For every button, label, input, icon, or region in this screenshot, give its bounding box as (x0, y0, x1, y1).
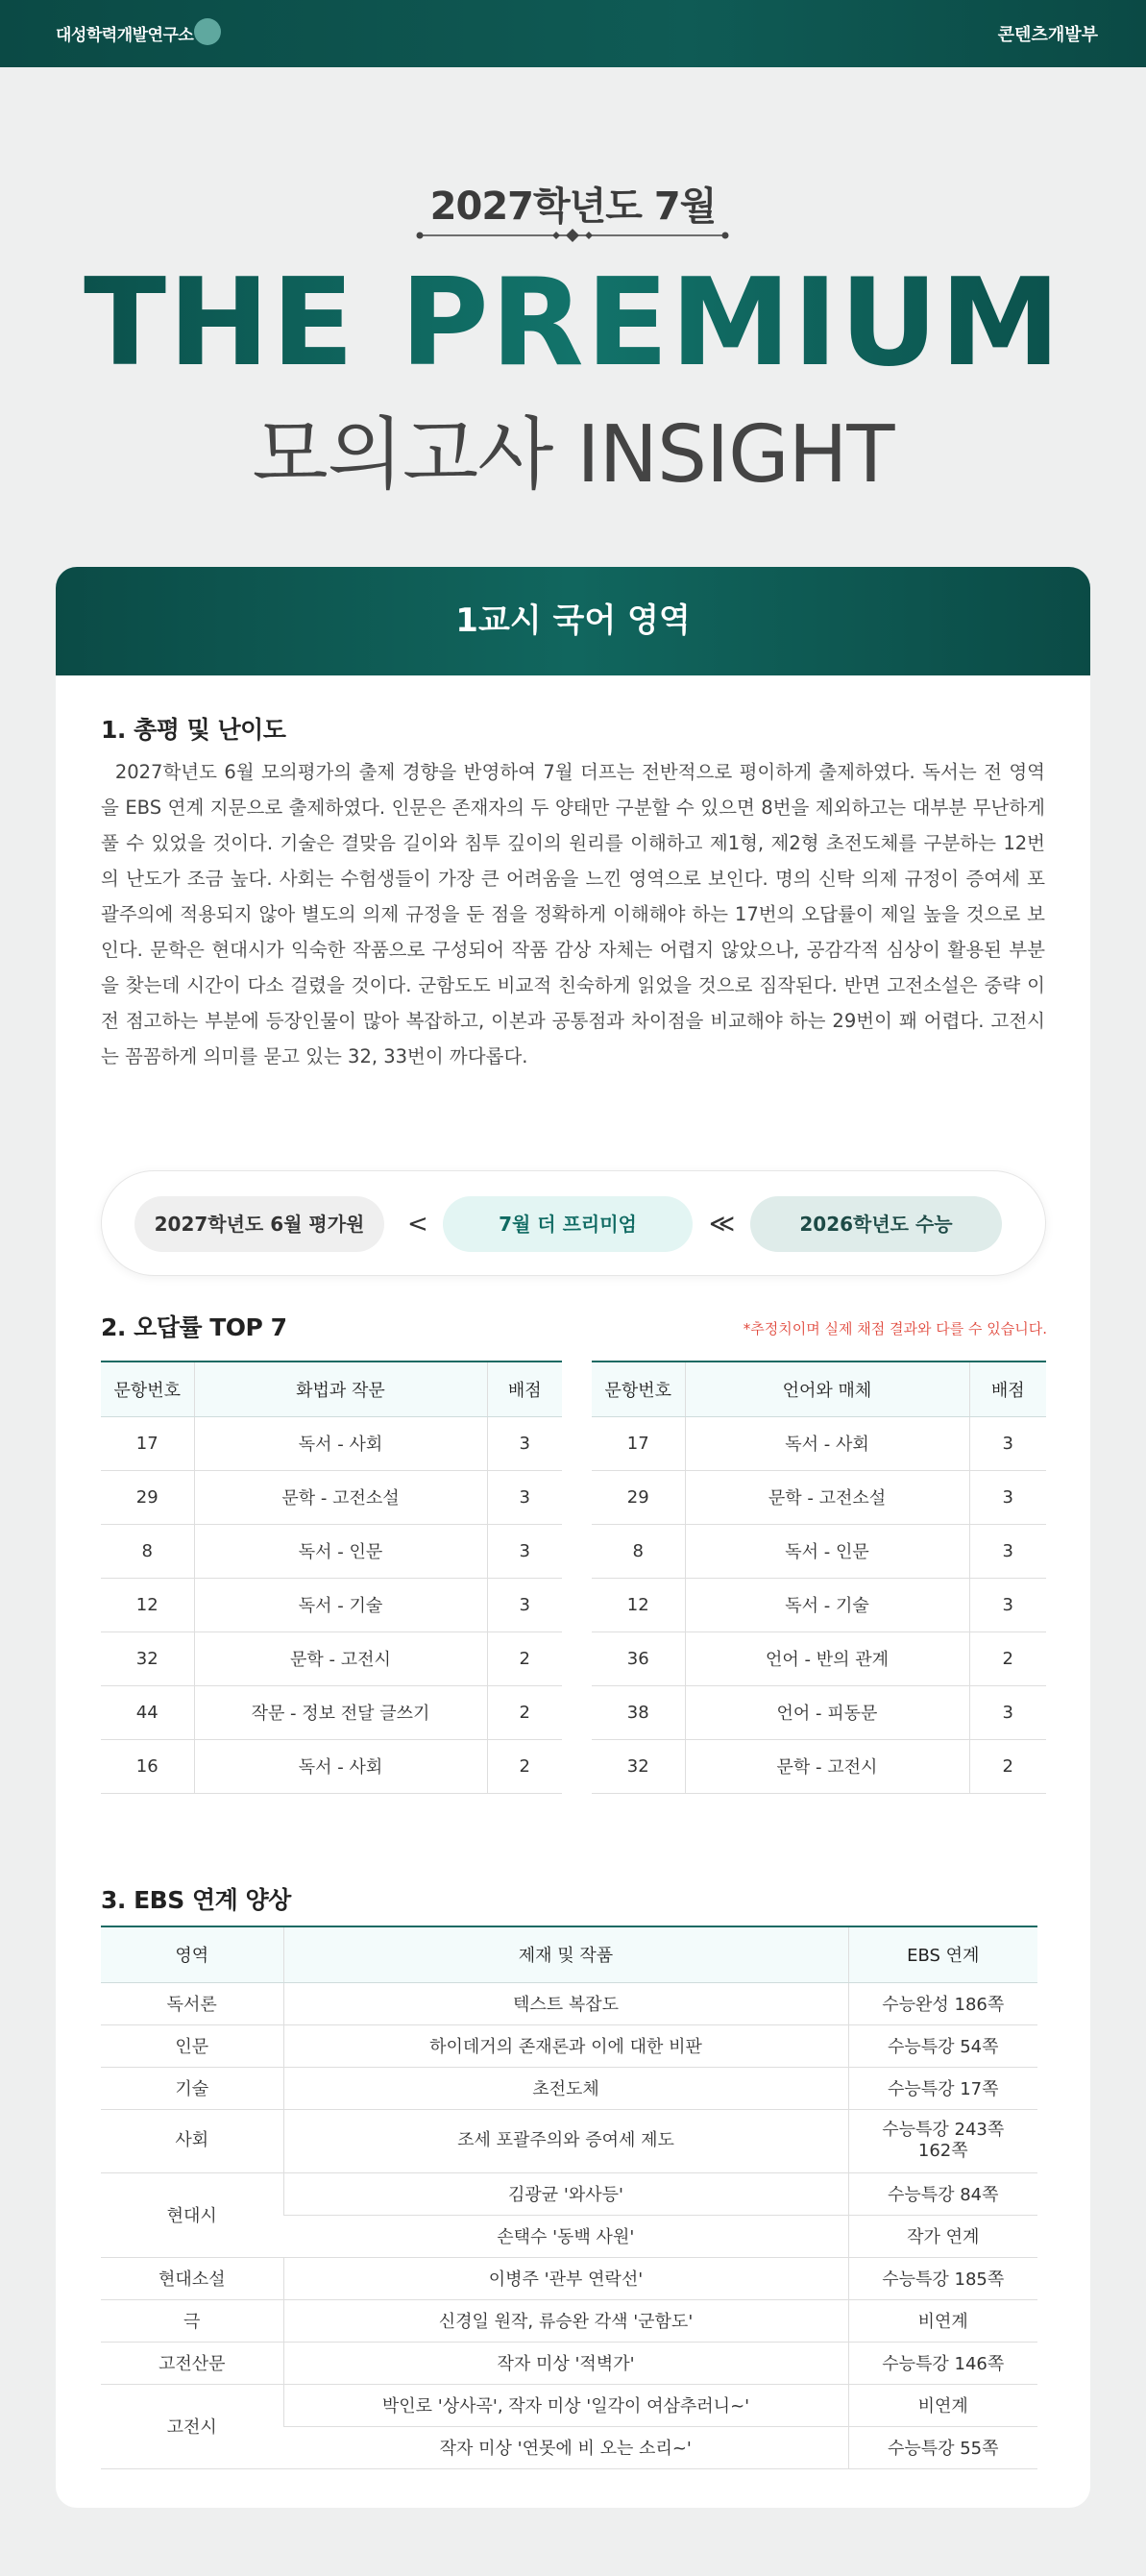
work-cell: 신경일 원작, 류승완 각색 '군함도' (283, 2299, 848, 2342)
summary-text: 2027학년도 6월 모의평가의 출제 경향을 반영하여 7월 더프는 전반적으로 평이하게 출제하였다. 독서는 전 영역을 EBS 연계 지문으로 출제하였다. 인문은 존재자의 두 양태만 구분할 수 있으면 8번을 제외하고는 대부분 무난하게 풀 수 있었을 것이다. 기술은 결맞음 길이와 침투 깊이의 원리를 이해하고 제1형, 제2형 초전도체를 구분하는 12번의 난도가 조금 높다. 사회는 수험생들이 가장 큰 어려움을 느낀 영역으로 보인다. 명의 신탁 의제 규정이 증여세 포괄주의에 적용되지 않아 별도의 의제 규정을 둔 점을 정확하게 이해해야 하는 17번의 오답률이 제일 높을 것으로 보인다. 문학은 현대시가 익숙한 작품으로 구성되어 작품 감상 자체는 어렵지 않았으나, 공감각적 심상이 활용된 부분을 찾는데 시간이 다소 걸렸을 것이다. 군함도도 비교적 친숙하게 읽었을 것으로 짐작된다. 반면 고전소설은 중략 이전 점고하는 부분에 등장인물이 많아 복잡하고, 이본과 공통점과 차이점을 비교해야 하는 29번이 꽤 어렵다. 고전시는 꼼꼼하게 의미를 묻고 있는 32, 33번이 까다롭다. (101, 761, 1045, 1067)
table-row (592, 1739, 1046, 1793)
table-row (101, 1524, 562, 1578)
work-cell: 초전도체 (283, 2067, 848, 2109)
table-cell: 문학 - 고전소설 (194, 1470, 487, 1524)
table-cell: 8 (101, 1524, 194, 1578)
area-cell: 현대소설 (101, 2257, 283, 2299)
ebs-cell: 비연계 (848, 2299, 1037, 2342)
table-cell: 독서 - 기술 (194, 1578, 487, 1631)
table-row (101, 2257, 1037, 2299)
table-row (101, 1739, 562, 1793)
table-cell: 3 (969, 1578, 1046, 1631)
work-cell: 김광균 '와사등' (283, 2172, 848, 2215)
table-cell: 17 (592, 1416, 685, 1470)
table-cell: 3 (487, 1524, 562, 1578)
hero-year: 2027학년도 7월 (429, 184, 717, 229)
area-cell: 인문 (101, 2024, 283, 2067)
table-header: 문항번호 (101, 1362, 194, 1416)
comparison-arrow-2: ≪ (709, 1210, 736, 1239)
work-cell: 이병주 '관부 연락선' (283, 2257, 848, 2299)
table-cell: 독서 - 사회 (194, 1739, 487, 1793)
section-header: 1교시 국어 영역 (56, 567, 1090, 675)
work-cell: 작자 미상 '연못에 비 오는 소리~' (283, 2426, 848, 2468)
section-1-title: 1. 총평 및 난이도 (101, 716, 286, 744)
table-cell: 독서 - 기술 (685, 1578, 969, 1631)
table-row (592, 1470, 1046, 1524)
area-cell: 현대시 (101, 2172, 283, 2257)
ebs-cell: 비연계 (848, 2384, 1037, 2426)
brand-dot-icon (194, 18, 221, 45)
ebs-line: 수능특강 243쪽 (882, 2120, 1005, 2140)
summary-paragraph (101, 754, 1045, 1074)
work-cell: 작자 미상 '적벽가' (283, 2342, 848, 2384)
table-header: 언어와 매체 (685, 1362, 969, 1416)
table-row (592, 1685, 1046, 1739)
table-cell: 3 (487, 1470, 562, 1524)
table-cell: 문학 - 고전시 (685, 1739, 969, 1793)
table-row (101, 1631, 562, 1685)
table-cell: 32 (101, 1631, 194, 1685)
table-cell: 32 (592, 1739, 685, 1793)
section-2-title: 2. 오답률 TOP 7 (101, 1313, 287, 1341)
table-row (101, 2067, 1037, 2109)
ebs-line: 162쪽 (917, 2141, 968, 2161)
table-header: 배점 (969, 1362, 1046, 1416)
table-row (101, 2299, 1037, 2342)
table-cell: 문학 - 고전소설 (685, 1470, 969, 1524)
ebs-cell: 수능특강 54쪽 (848, 2024, 1037, 2067)
table-cell: 3 (969, 1416, 1046, 1470)
ebs-cell: 작가 연계 (848, 2215, 1037, 2257)
top-bar (0, 0, 1146, 67)
table-row (101, 1685, 562, 1739)
comparison-left-pill: 2027학년도 6월 평가원 (134, 1196, 384, 1252)
table-cell: 독서 - 사회 (194, 1416, 487, 1470)
table-cell: 3 (487, 1578, 562, 1631)
table-cell: 3 (969, 1685, 1046, 1739)
area-cell: 사회 (101, 2109, 283, 2172)
hero-title: THE PREMIUM (0, 252, 1146, 393)
comparison-center-pill: 7월 더 프리미엄 (443, 1196, 693, 1252)
table-header: 배점 (487, 1362, 562, 1416)
table-row (592, 1631, 1046, 1685)
table-cell: 12 (101, 1578, 194, 1631)
table-row (592, 1416, 1046, 1470)
brand-name: 대성학력개발연구소 (56, 26, 194, 45)
area-cell: 독서론 (101, 1982, 283, 2024)
ebs-link-table (101, 1926, 1037, 2469)
table-cell: 29 (592, 1470, 685, 1524)
table-header: 제재 및 작품 (283, 1926, 848, 1982)
difficulty-comparison (101, 1170, 1046, 1276)
estimate-note: *추정치이며 실제 채점 결과와 다를 수 있습니다. (743, 1320, 1047, 1337)
table-row (101, 2384, 1037, 2426)
ebs-cell: 수능특강 55쪽 (848, 2426, 1037, 2468)
table-cell: 16 (101, 1739, 194, 1793)
ebs-cell (848, 2109, 1037, 2172)
work-cell: 박인로 '상사곡', 작자 미상 '일각이 여삼추러니~' (283, 2384, 848, 2426)
comparison-arrow-1: < (407, 1210, 428, 1239)
table-cell: 2 (969, 1739, 1046, 1793)
table-cell: 8 (592, 1524, 685, 1578)
wrong-rate-table-speech-writing (101, 1361, 562, 1794)
comparison-right-pill: 2026학년도 수능 (750, 1196, 1002, 1252)
work-cell: 손택수 '동백 사원' (283, 2215, 848, 2257)
table-header: EBS 연계 (848, 1926, 1037, 1982)
table-cell: 29 (101, 1470, 194, 1524)
ebs-cell: 수능특강 17쪽 (848, 2067, 1037, 2109)
table-row (101, 2024, 1037, 2067)
table-row (592, 1524, 1046, 1578)
table-cell: 2 (487, 1739, 562, 1793)
wrong-rate-table-language-media (592, 1361, 1046, 1794)
table-row (101, 1578, 562, 1631)
table-cell: 독서 - 인문 (685, 1524, 969, 1578)
work-cell: 텍스트 복잡도 (283, 1982, 848, 2024)
table-cell: 38 (592, 1685, 685, 1739)
table-cell: 작문 - 정보 전달 글쓰기 (194, 1685, 487, 1739)
area-cell: 기술 (101, 2067, 283, 2109)
table-cell: 언어 - 피동문 (685, 1685, 969, 1739)
work-cell: 하이데거의 존재론과 이에 대한 비판 (283, 2024, 848, 2067)
table-cell: 독서 - 인문 (194, 1524, 487, 1578)
area-cell: 고전시 (101, 2384, 283, 2468)
table-cell: 44 (101, 1685, 194, 1739)
table-row (101, 1470, 562, 1524)
table-cell: 2 (487, 1631, 562, 1685)
table-row (101, 1416, 562, 1470)
table-cell: 17 (101, 1416, 194, 1470)
table-cell: 언어 - 반의 관계 (685, 1631, 969, 1685)
work-cell: 조세 포괄주의와 증여세 제도 (283, 2109, 848, 2172)
table-row (101, 2172, 1037, 2215)
table-cell: 2 (969, 1631, 1046, 1685)
area-cell: 고전산문 (101, 2342, 283, 2384)
table-cell: 3 (969, 1524, 1046, 1578)
table-row (101, 2342, 1037, 2384)
table-header: 화법과 작문 (194, 1362, 487, 1416)
content-card (56, 567, 1090, 2508)
ebs-cell: 수능특강 146쪽 (848, 2342, 1037, 2384)
table-row (101, 2109, 1037, 2172)
table-cell: 3 (487, 1416, 562, 1470)
hero-subtitle: 모의고사 INSIGHT (252, 409, 894, 501)
table-header: 영역 (101, 1926, 283, 1982)
table-cell: 2 (487, 1685, 562, 1739)
ornament-divider-icon (414, 229, 731, 242)
table-cell: 36 (592, 1631, 685, 1685)
ebs-cell: 수능특강 84쪽 (848, 2172, 1037, 2215)
ebs-cell: 수능특강 185쪽 (848, 2257, 1037, 2299)
table-row (101, 1982, 1037, 2024)
table-row (592, 1578, 1046, 1631)
table-cell: 독서 - 사회 (685, 1416, 969, 1470)
area-cell: 극 (101, 2299, 283, 2342)
table-cell: 문학 - 고전시 (194, 1631, 487, 1685)
table-cell: 12 (592, 1578, 685, 1631)
section-3-title: 3. EBS 연계 양상 (101, 1886, 291, 1914)
table-header: 문항번호 (592, 1362, 685, 1416)
ebs-cell: 수능완성 186쪽 (848, 1982, 1037, 2024)
department-name: 콘텐츠개발부 (997, 25, 1098, 45)
table-cell: 3 (969, 1470, 1046, 1524)
